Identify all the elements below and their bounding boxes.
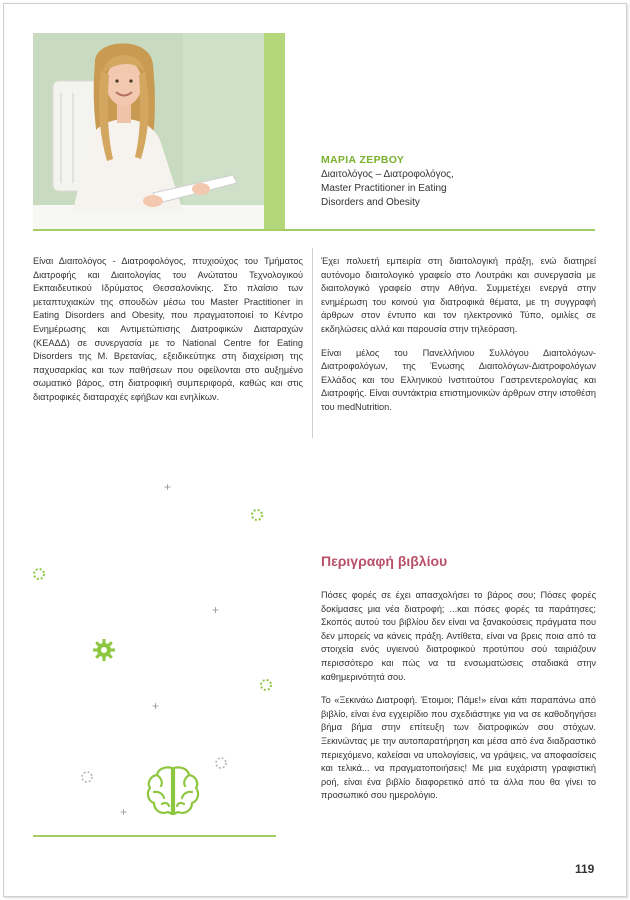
header-divider: [33, 229, 595, 231]
author-role-line: Master Practitioner in Eating: [321, 183, 447, 194]
bio-paragraph: Είναι Διαιτολόγος - Διατροφολόγος, πτυχιούχος του Τμήματος Διατροφής και Διαιτολογίας του Ανώτατου Τεχνολογικού Εκπαιδευτικού Ιδρύματος Θεσσαλονίκης. Στο πλαίσιο των μεταπτυχιακών της σπουδών μέσω του Master Practitioner in Eating Disorders and Obesity, που πραγματοποιεί το Κέντρο Ενημέρωσης και Αντιμετώπισης Διατροφικών Διαταραχών (ΚΕΑΔΔ) σε συνεργασία με το National Centre for Eating Disorders της Μ. Βρετανίας, εξειδικεύτηκε στη διαχείριση της παχυσαρκίας και των παθήσεων που οφείλονται στο αυξημένο σωματικό βάρος, στη διατροφική συμπεριφορά, καθώς και στις διατροφικές διαταραχές εφήβων και ενηλίκων.: [33, 256, 303, 402]
dotted-circle-icon: [32, 567, 46, 581]
bio-paragraph: Είναι μέλος του Πανελλήνιου Συλλόγου Διαιτολόγων-Διατροφολόγων, της Ένωσης Διαιτολόγων-Διατροφολόγων Ελλάδος και του Ελληνικού Ινστιτούτου Γαστρεντερολογίας και Διατροφής. Είναι συντάκτρια επιστημονικών άρθρων στην ιστοθέση του medNutrition.: [321, 347, 596, 412]
dotted-circle-icon: [259, 678, 273, 692]
photo-accent-bar: [264, 33, 285, 230]
author-photo: [33, 33, 264, 230]
plus-icon: +: [212, 603, 220, 617]
bio-paragraph: Έχει πολυετή εμπειρία στη διαιτολογική πράξη, ενώ διατηρεί αυτόνομο διαιτολογικό γραφείο στο Λουτράκι και συνεργασία με διαιτολογικό γραφείο στην Αθήνα. Συμμετέχει ενεργά στην ενημέρωση του κοινού για διατροφικά θέματα, με τη συγγραφή άρθρων στον έντυπο και τον ηλεκτρονικό Τύπο, ομιλίες σε εκδηλώσεις αλλά και παρουσία στην τηλεόραση.: [321, 256, 596, 334]
description-column: [321, 589, 596, 813]
author-role: [321, 168, 501, 210]
section-title: Περιγραφή βιβλίου: [321, 553, 448, 569]
brain-icon: [145, 764, 201, 818]
author-name: ΜΑΡΙΑ ΖΕΡΒΟΥ: [321, 154, 405, 166]
bio-left-column: [33, 255, 303, 415]
bio-right-column: [321, 255, 596, 425]
footer-divider: [33, 835, 276, 837]
author-role-line: Disorders and Obesity: [321, 197, 420, 208]
column-divider: [312, 248, 313, 438]
author-role-line: Διαιτολόγος – Διατροφολόγος,: [321, 169, 454, 180]
dotted-circle-icon: [250, 508, 264, 522]
description-paragraph: Το «Ξεκινάω Διατροφή. Έτοιμοι; Πάμε!» είναι κάτι παραπάνω από βιβλίο, είναι ένα εγχειρίδιο που σχεδιάστηκε για να σε καθοδηγήσει βήμα βήμα στην επίτευξη των διατροφικών σου στόχων. Ξεκινώντας με την αυτοπαρατήρηση και μέσα από ένα διαδραστικό περιεχόμενο, καλείσαι να υπολογίσεις, να γράψεις, να αποφασίσεις και τελικά... να πραγματοποιήσεις! Με μια ευχάριστη γραφιστική ροή, είναι ένα βιβλίο διαφορετικό από τα άλλα που θα γίνει το προσωπικό σου ημερολόγιο.: [321, 695, 596, 801]
plus-icon: +: [152, 699, 160, 713]
plus-icon: +: [120, 805, 128, 819]
dotted-circle-icon: [80, 770, 94, 784]
description-paragraph: Πόσες φορές σε έχει απασχολήσει το βάρος σου; Πόσες φορές δοκίμασες μια νέα διατροφή; ...και πόσες φορές τα παράτησες; Σκοπός αυτού του βιβλίου δεν είναι να ξανακούσεις πράγματα που δεν μπορείς να κάνεις πράξη. Αντίθετα, είναι να βρεις ποια από τα στοιχεία ενός υγιεινού διατροφικού προτύπου σού ταιριάζουν περισσότερο και πώς να τα ενσωματώσεις σταδιακά στην καθημερινότητά σου.: [321, 590, 596, 682]
gear-icon: [92, 638, 116, 662]
plus-icon: +: [164, 480, 172, 494]
page-number: 119: [575, 862, 595, 876]
dotted-circle-icon: [214, 756, 228, 770]
author-portrait-image: [33, 33, 264, 230]
